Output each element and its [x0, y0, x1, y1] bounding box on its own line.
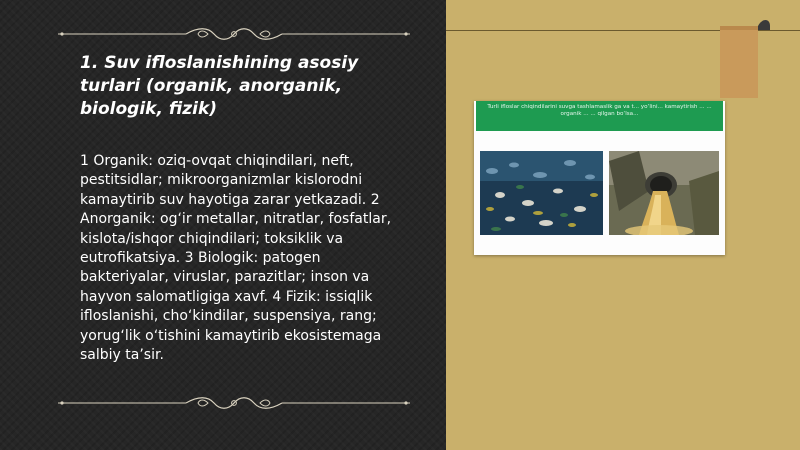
folded-tab-decoration [718, 18, 770, 98]
top-ornament-divider [58, 27, 410, 41]
drain-pipe-photo [609, 151, 719, 235]
thumbnail-banner: Turli ifloslar chiqindilarini suvga tashlamaslik ga va t... yo‘lini... kamaytirish ... ... organik ... ... qilgan bo‘lsa... [476, 101, 723, 131]
slide-thumbnail-image [474, 101, 725, 255]
bottom-ornament-divider [58, 396, 410, 410]
slide-title: 1. Suv ifloslanishining asosiy turlari (organik, anorganik, biologik, fizik) [80, 53, 359, 119]
polluted-water-photo [480, 151, 603, 235]
slide-body-text: 1 Organik: oziq-ovqat chiqindilari, neft, pestitsidlar; mikroorganizmlar kislorodni kamaytirib suv hayotiga zarar yetkazadi. 2 Anorganik: og‘ir metallar, nitratlar, fosfatlar, kislota/ishqor chiqindilari; toksiklik va eutrofikatsiya. 3 Biologik: patogen bakteriyalar, viruslar, parazitlar; inson va hayvon salomatligiga xavf. 4 Fizik: issiqlik ifloslanishi, cho‘kindilar, suspensiya, rang; yorug‘lik o‘tishini kamaytirib ekosistemaga salbiy ta’sir. [80, 153, 392, 364]
